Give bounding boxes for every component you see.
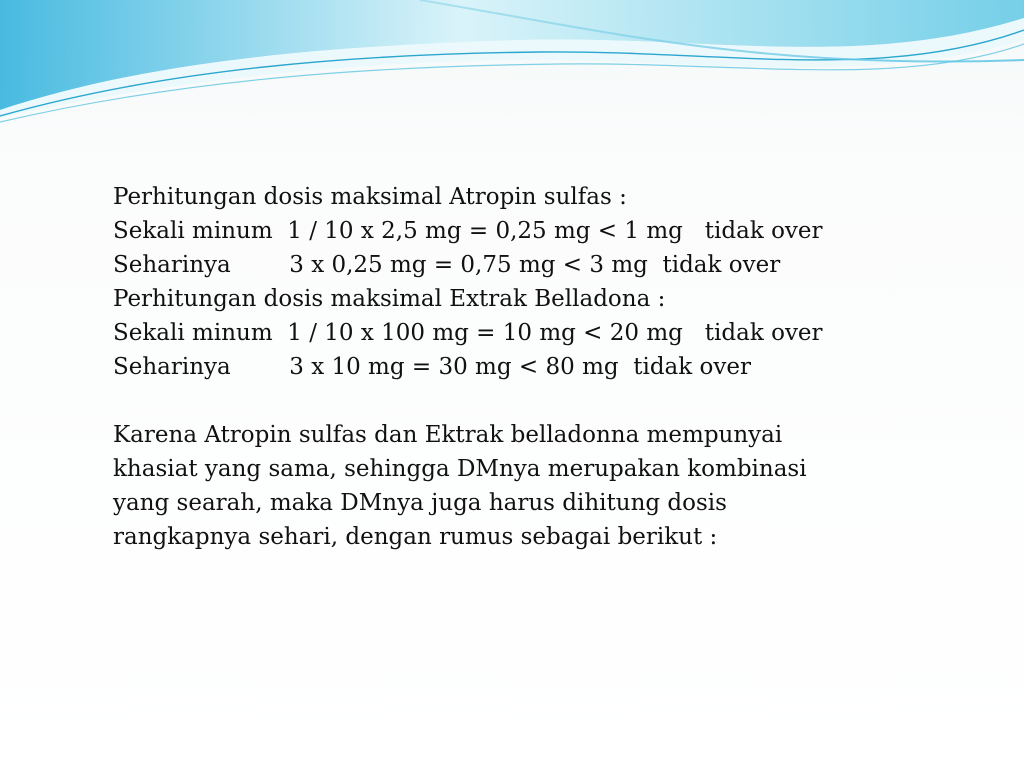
- calc-line-atropin-single: Sekali minum 1 / 10 x 2,5 mg = 0,25 mg < 1 mg tidak over: [113, 218, 823, 244]
- calc-line-atropin-title: Perhitungan dosis maksimal Atropin sulfas :: [113, 184, 627, 210]
- calc-line-atropin-daily: Seharinya 3 x 0,25 mg = 0,75 mg < 3 mg tidak over: [113, 252, 781, 278]
- decorative-wave-header: [0, 0, 1024, 140]
- slide-body: [113, 180, 873, 554]
- spacer: [113, 384, 873, 418]
- explanation-paragraph: Karena Atropin sulfas dan Ektrak belladonna mempunyai khasiat yang sama, sehingga DMnya merupakan kombinasi yang searah, maka DMnya juga harus dihitung dosis rangkapnya sehari, dengan rumus sebagai berikut :: [113, 422, 807, 550]
- calc-line-belladona-single: Sekali minum 1 / 10 x 100 mg = 10 mg < 20 mg tidak over: [113, 320, 823, 346]
- calc-line-belladona-daily: Seharinya 3 x 10 mg = 30 mg < 80 mg tidak over: [113, 354, 751, 380]
- calc-line-belladona-title: Perhitungan dosis maksimal Extrak Belladona :: [113, 286, 666, 312]
